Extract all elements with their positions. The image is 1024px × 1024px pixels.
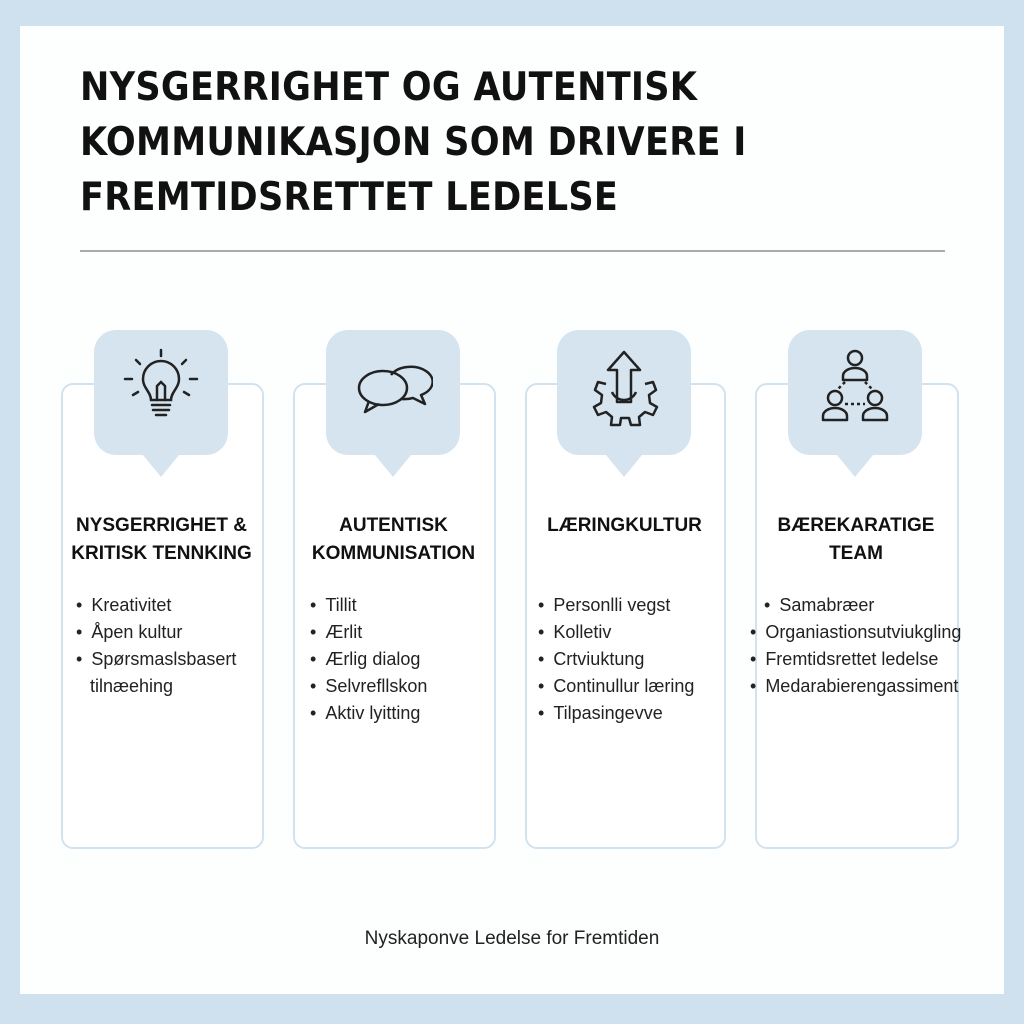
page-title <box>80 60 747 225</box>
bullet-list <box>750 592 961 700</box>
card-title-line: BÆREKARATIGE <box>777 515 935 536</box>
list-item: • Tillit <box>310 592 427 619</box>
footer-caption: Nyskaponve Ledelse for Fremtiden <box>364 928 660 949</box>
list-item: • Åpen kultur <box>76 619 236 646</box>
list-item: • Kolletiv <box>538 619 694 646</box>
card-title-line: KRITISK TENNKING <box>71 543 252 564</box>
list-item: • Personlli vegst <box>538 592 694 619</box>
list-item: • Selvrefllskon <box>310 673 427 700</box>
list-item: • Ærlig dialog <box>310 646 427 673</box>
card-title-line: LÆRINGKULTUR <box>547 515 702 536</box>
card-title-line: TEAM <box>829 543 883 564</box>
team-hierarchy-icon <box>815 348 895 428</box>
list-item: • Fremtidsrettet ledelse <box>750 646 961 673</box>
card-title <box>525 512 724 540</box>
list-item: • Organiastionsutviukgling <box>750 619 961 646</box>
list-item: • Continullur læring <box>538 673 694 700</box>
list-item: • Aktiv lyitting <box>310 700 427 727</box>
title-line: KOMMUNIKASJON SOM DRIVERE I <box>80 120 747 165</box>
divider <box>80 250 945 252</box>
gear-arrow-up-icon <box>584 348 664 428</box>
list-item: • Kreativitet <box>76 592 236 619</box>
chat-bubbles-icon <box>353 348 433 428</box>
icon-bubble <box>326 330 460 455</box>
lightbulb-icon <box>121 348 201 428</box>
card-title <box>755 512 957 568</box>
bullet-list <box>76 592 236 700</box>
title-line: FREMTIDSRETTET LEDELSE <box>80 175 619 220</box>
bullet-list <box>538 592 694 727</box>
list-item: • Crtviuktung <box>538 646 694 673</box>
card-title <box>293 512 494 568</box>
card-title-line: NYSGERRIGHET & <box>75 515 248 536</box>
card-title-line: AUTENTISK <box>339 515 448 536</box>
list-item: tilnæehing <box>90 676 174 696</box>
list-item: • Medarabierengassiment <box>750 673 961 700</box>
card-title <box>61 512 262 568</box>
card-title-line: KOMMUNISATION <box>311 543 476 564</box>
bullet-list <box>310 592 427 727</box>
list-item: • Ærlit <box>310 619 427 646</box>
list-item: • Spørsmaslsbasert <box>76 646 236 673</box>
list-item: • Samabræer <box>750 592 961 619</box>
title-line: NYSGERRIGHET OG AUTENTISK <box>80 65 698 110</box>
list-item: • Tilpasingevve <box>538 700 694 727</box>
icon-bubble <box>557 330 691 455</box>
icon-bubble <box>94 330 228 455</box>
icon-bubble <box>788 330 922 455</box>
